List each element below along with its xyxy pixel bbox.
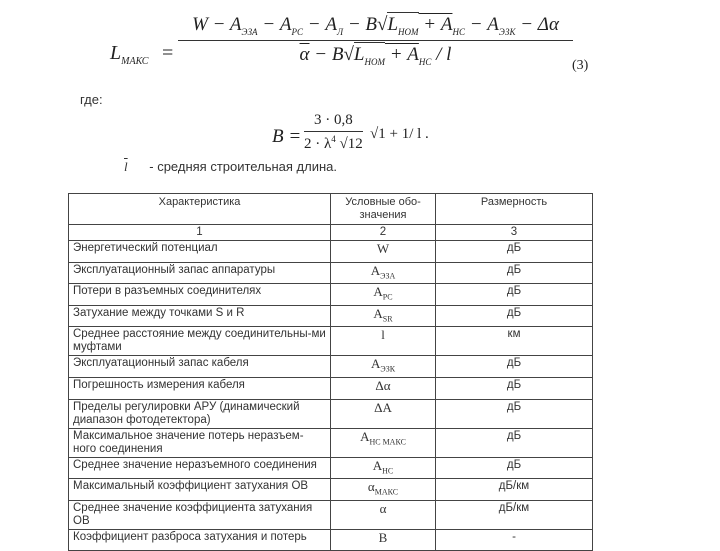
symbol-cell <box>331 356 436 378</box>
unit-cell: км <box>436 327 593 356</box>
symbol-subscript: НС <box>382 466 394 476</box>
symbol-cell <box>331 457 436 479</box>
characteristic-cell: Энергетический потенциал <box>69 241 331 263</box>
characteristic-cell: Эксплуатационный запас кабеля <box>69 356 331 378</box>
formula-b-fraction <box>304 112 363 153</box>
length-definition <box>124 159 337 175</box>
fraction-bar <box>178 40 573 41</box>
symbol-subscript: РС <box>382 292 393 302</box>
table-row <box>69 305 593 327</box>
symbol-subscript: ЭЗА <box>380 271 396 281</box>
header-characteristic: Характеристика <box>69 194 331 225</box>
symbol-subscript: ЭЗК <box>380 364 396 374</box>
characteristic-cell: Затухание между точками S и R <box>69 305 331 327</box>
symbol-cell <box>331 479 436 501</box>
unit-cell: дБ <box>436 399 593 428</box>
symbol-cell <box>331 284 436 306</box>
length-symbol: $\overline{l}$ <box>124 159 128 174</box>
formula-b-lhs: B = <box>272 126 302 147</box>
characteristic-cell: Среднее значение неразъемного соединения <box>69 457 331 479</box>
characteristic-cell: Среднее значение коэффициента затухания ОВ <box>69 500 331 529</box>
unit-cell: - <box>436 529 593 551</box>
table-row <box>69 327 593 356</box>
symbol-cell <box>331 500 436 529</box>
symbol-main: A <box>370 262 381 278</box>
symbol-main: A <box>370 356 381 372</box>
symbol-main: l <box>381 327 385 343</box>
table-row <box>69 457 593 479</box>
length-text: - средняя строительная длина. <box>149 159 337 174</box>
symbol-cell <box>331 241 436 263</box>
unit-cell: дБ <box>436 356 593 378</box>
where-label: где: <box>80 92 103 107</box>
characteristic-cell: Максимальный коэффициент затухания ОВ <box>69 479 331 501</box>
table-row <box>69 479 593 501</box>
col-number: 2 <box>331 225 436 241</box>
unit-cell: дБ <box>436 457 593 479</box>
table-row <box>69 399 593 428</box>
formula-denominator: $\overline{\alpha} - B√L_{НОМ} + A_{НС} / l$ <box>299 43 452 67</box>
symbol-main: α <box>367 479 375 495</box>
symbol-subscript: НС МАКС <box>369 437 406 447</box>
formula-b-root: √1 + 1/ l . <box>370 126 429 142</box>
table-number-row <box>69 225 593 241</box>
formula-fraction <box>178 14 573 67</box>
formula-b-bar <box>304 131 363 132</box>
header-symbol: Условные обо-значения <box>331 194 436 225</box>
symbol-cell <box>331 305 436 327</box>
symbol-main: A <box>372 457 383 473</box>
symbol-main: A <box>373 284 383 300</box>
formula-lhs: $L_{МАКС}$ <box>110 42 149 67</box>
characteristic-cell: Среднее расстояние между соединительны-ми муфтами <box>69 327 331 356</box>
symbol-cell <box>331 327 436 356</box>
symbol-main: A <box>360 428 370 444</box>
table-row <box>69 356 593 378</box>
unit-cell: дБ <box>436 262 593 284</box>
unit-cell: дБ <box>436 305 593 327</box>
symbol-cell <box>331 262 436 284</box>
main-formula <box>110 14 630 90</box>
characteristic-cell: Погрешность измерения кабеля <box>69 377 331 399</box>
unit-cell: дБ <box>436 428 593 457</box>
table-row <box>69 529 593 551</box>
symbol-subscript: SR <box>382 314 393 324</box>
parameters-table <box>68 193 593 551</box>
symbol-main: ΔA <box>374 399 392 415</box>
table-header-row <box>69 194 593 225</box>
col-number: 1 <box>69 225 331 241</box>
characteristic-cell: Пределы регулировки АРУ (динамический диапазон фотодетектора) <box>69 399 331 428</box>
characteristic-cell: Потери в разъемных соединителях <box>69 284 331 306</box>
unit-cell: дБ <box>436 377 593 399</box>
table-row <box>69 241 593 263</box>
symbol-cell <box>331 399 436 428</box>
formula-equals: = <box>162 42 174 64</box>
symbol-subscript: МАКС <box>374 487 399 497</box>
characteristic-cell: Максимальное значение потерь неразъем-ного соединения <box>69 428 331 457</box>
symbol-cell <box>331 529 436 551</box>
symbol-cell <box>331 377 436 399</box>
equation-number: (3) <box>572 58 589 73</box>
table-row <box>69 428 593 457</box>
symbol-main: Δα <box>375 377 391 393</box>
symbol-main: α <box>379 500 387 516</box>
characteristic-cell: Коэффициент разброса затухания и потерь <box>69 529 331 551</box>
table-row <box>69 262 593 284</box>
formula-b-numerator: 3 · 0,8 <box>314 112 353 128</box>
header-unit: Размерность <box>436 194 593 225</box>
symbol-cell <box>331 428 436 457</box>
formula-b <box>272 112 472 162</box>
symbol-main: W <box>376 241 390 256</box>
formula-b-denominator: $2 \cdot \lambda^4$ √12 <box>304 134 363 152</box>
col-number: 3 <box>436 225 593 241</box>
characteristic-cell: Эксплуатационный запас аппаратуры <box>69 262 331 284</box>
unit-cell: дБ <box>436 241 593 263</box>
table-row <box>69 500 593 529</box>
symbol-main: A <box>373 305 383 321</box>
table-row <box>69 377 593 399</box>
formula-numerator: $W - A_{ЭЗА} - A_{РС} - A_Л - B√L_{НОМ} + A_{НС} - A_{ЭЗК} - \Delta\alpha$ <box>192 14 559 37</box>
symbol-main: B <box>378 529 388 545</box>
unit-cell: дБ/км <box>436 500 593 529</box>
unit-cell: дБ <box>436 284 593 306</box>
table-row <box>69 284 593 306</box>
unit-cell: дБ/км <box>436 479 593 501</box>
